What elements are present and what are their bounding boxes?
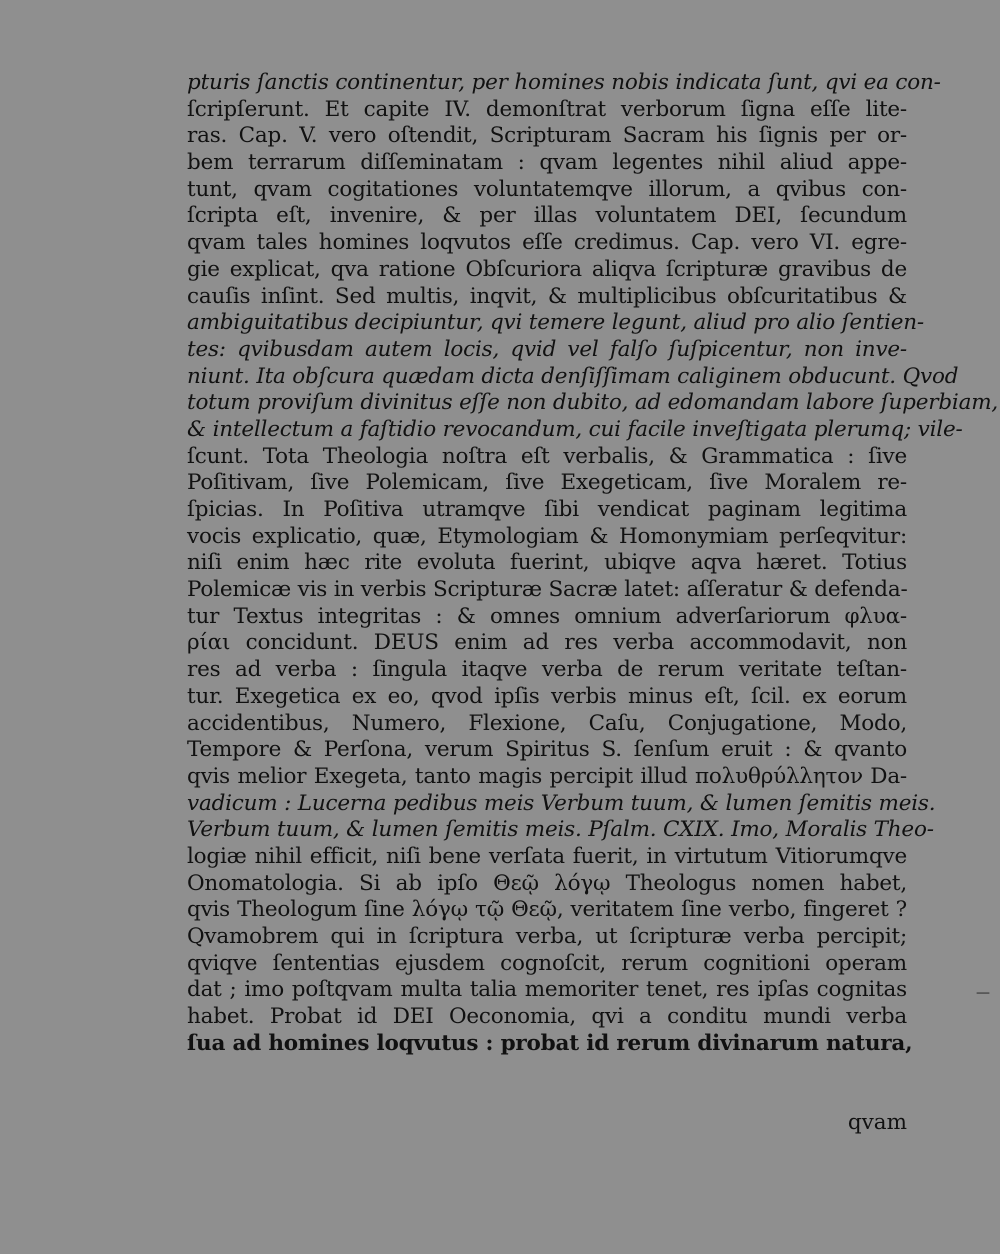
text-line: vadicum : Lucerna pedibus meis Verbum tuum, & lumen ſemitis meis. <box>187 790 936 816</box>
text-line: habet. Probat id DEI Oeconomia, qvi a conditu mundi verba <box>187 1004 907 1030</box>
text-line: res ad verba : ſingula itaqve verba de rerum veritate teſtan- <box>187 657 907 683</box>
text-line: niſi enim hæc rite evoluta fuerint, ubiqve aqva hæret. Totius <box>187 550 907 576</box>
text-line: ſcripta eſt, invenire, & per illas voluntatem DEI, ſecundum <box>187 203 907 229</box>
text-line: tur. Exegetica ex eo, qvod ipſis verbis minus eſt, ſcil. ex eorum <box>187 683 907 709</box>
text-line: & intellectum a faſtidio revocandum, cui facile inveſtigata plerumq; vile- <box>187 416 963 442</box>
text-line: Tempore & Perſona, verum Spiritus S. ſenſum eruit : & qvanto <box>187 737 907 763</box>
text-line: ſpicias. In Poſitiva utramqve ſibi vendicat paginam legitima <box>187 497 907 522</box>
margin-mark-icon: — <box>976 985 990 1001</box>
text-line: Poſitivam, ſive Polemicam, ſive Exegeticam, ſive Moralem re- <box>187 470 907 496</box>
text-line: bem terrarum diſſeminatam : qvam legentes nihil aliud appe- <box>187 150 907 176</box>
text-line: logiæ nihil efficit, niſi bene verſata fuerit, in virtutum Vitiorumqve <box>187 843 907 869</box>
text-line: Polemicæ vis in verbis Scripturæ Sacræ latet: aſſeratur & defenda- <box>187 577 908 603</box>
text-line: Qvamobrem qui in ſcriptura verba, ut ſcripturæ verba percipit; <box>187 924 907 949</box>
text-line: qvis melior Exegeta, tanto magis percipit illud πολυθρύλλητον Da- <box>187 763 907 789</box>
text-line: tes: qvibusdam autem locis, qvid vel falſo ſuſpicentur, non inve- <box>187 336 907 362</box>
text-line: vocis explicatio, quæ, Etymologiam & Homonymiam perſeqvitur: <box>187 523 907 549</box>
text-line: tur Textus integritas : & omnes omnium adverſariorum φλυα- <box>187 603 907 629</box>
text-line: dat ; imo poſtqvam multa talia memoriter tenet, res ipſas cognitas <box>187 977 907 1003</box>
text-line: ſcunt. Tota Theologia noſtra eſt verbalis, & Grammatica : ſive <box>187 443 907 469</box>
text-line: accidentibus, Numero, Flexione, Caſu, Conjugatione, Modo, <box>187 710 907 736</box>
text-line: qvis Theologum ſine λόγῳ τῷ Θεῷ, veritatem ſine verbo, fingeret ? <box>187 897 907 923</box>
text-line: gie explicat, qva ratione Obſcuriora aliqva ſcripturæ gravibus de <box>187 256 907 282</box>
text-line: Onomatologia. Si ab ipſo Θεῷ λόγῳ Theologus nomen habet, <box>187 870 907 896</box>
text-line: Verbum tuum, & lumen ſemitis meis. Pſalm. CXIX. Imo, Moralis Theo- <box>187 817 934 843</box>
text-line: ſua ad homines loqvutus : probat id rerum divinarum natura, <box>187 1030 913 1056</box>
text-line: cauſis inſint. Sed multis, inqvit, & multiplicibus obſcuritatibus & <box>187 283 907 309</box>
catchword: qvam <box>847 1110 907 1135</box>
text-line: ρίαι concidunt. DEUS enim ad res verba accommodavit, non <box>187 630 907 656</box>
text-line: qvam tales homines loqvutos eſſe credimus. Cap. vero VI. egre- <box>187 230 907 256</box>
text-line: tunt, qvam cogitationes voluntatemqve illorum, a qvibus con- <box>187 176 907 202</box>
text-line: niunt. Ita obſcura quædam dicta denſiſſimam caliginem obducunt. Qvod <box>187 363 959 389</box>
text-line: ambiguitatibus decipiuntur, qvi temere legunt, aliud pro alio ſentien- <box>187 310 924 336</box>
text-body <box>187 70 999 1057</box>
text-line: ras. Cap. V. vero oſtendit, Scripturam Sacram his ſignis per or- <box>187 123 907 149</box>
text-line: qviqve ſententias ejusdem cognoſcit, rerum cognitioni operam <box>187 950 907 976</box>
text-line: ſcripſerunt. Et capite IV. demonſtrat verborum ſigna eſſe lite- <box>187 96 907 122</box>
text-line: pturis ſanctis continentur, per homines nobis indicata ſunt, qvi ea con- <box>187 70 941 95</box>
text-line: totum proviſum divinitus eſſe non dubito, ad edomandam labore ſuperbiam, <box>187 390 999 416</box>
